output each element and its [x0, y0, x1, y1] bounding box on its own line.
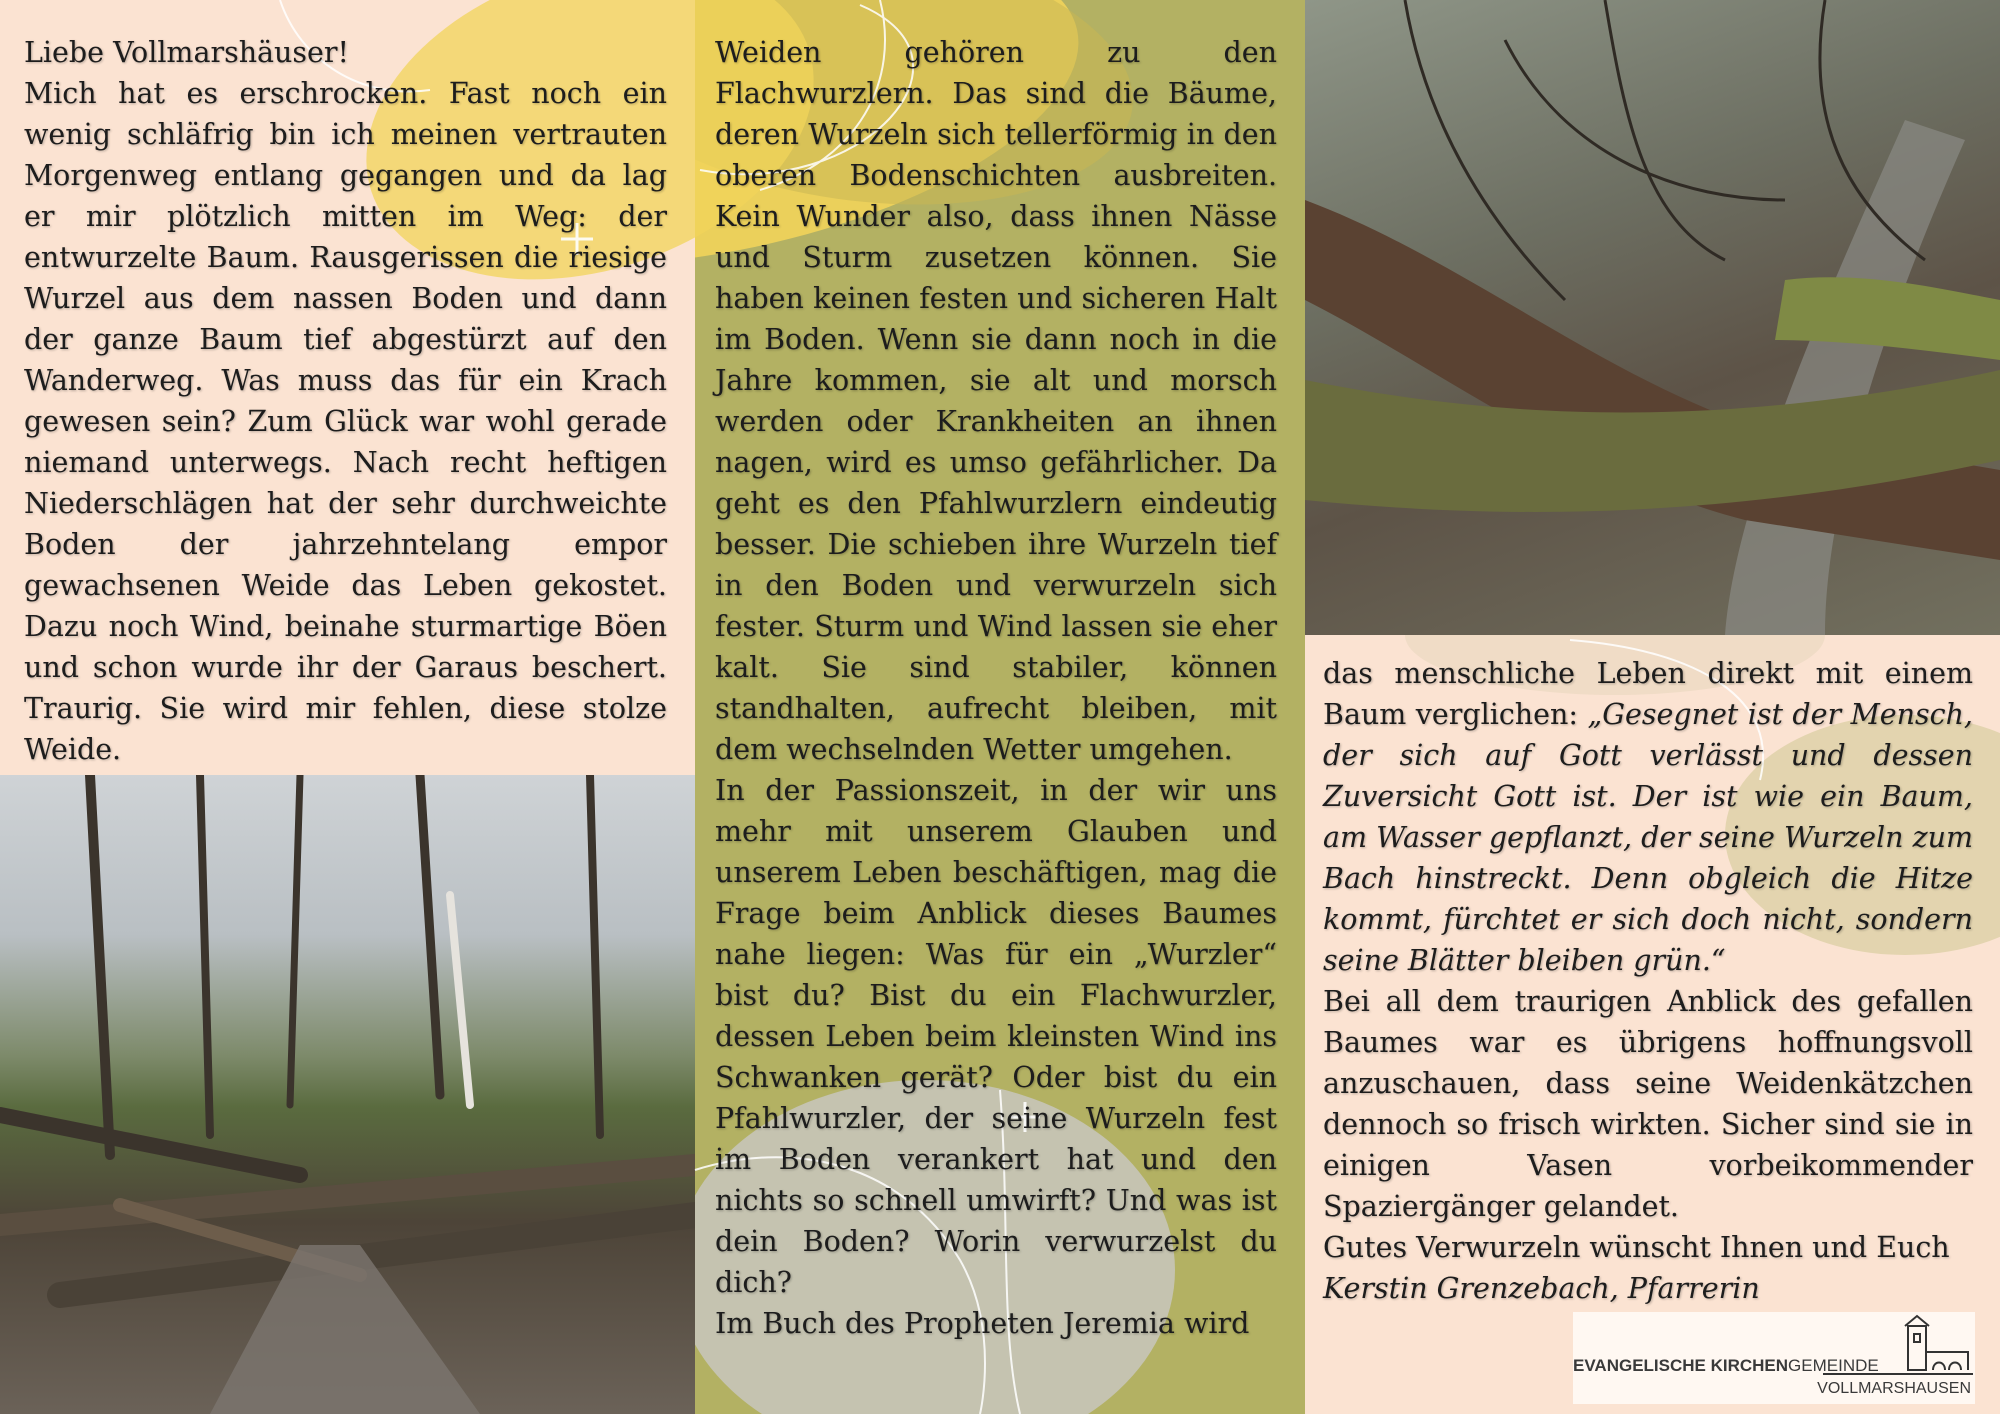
- right-column-text: [1323, 653, 1973, 1309]
- quote-paragraph: [1323, 653, 1973, 981]
- flachwurzler-paragraph: Weiden gehören zu den Flachwurzlern. Das sind die Bäume, deren Wurzeln sich tellerförmig in den oberen Bodenschichten ausbreiten. Kein Wunder also, dass ihnen Nässe und Sturm zusetzen können. Sie haben keinen festen und sicheren Halt im Boden. Wenn sie dann noch in die Jahre kommen, sie alt und morsch werden oder Krankheiten an ihnen nagen, wird es umso gefährlicher. Da geht es den Pfahlwurzlern eindeutig besser. Die schieben ihre Wurzeln tief in den Boden und verwurzeln sich fester. Sturm und Wind lassen sie eher kalt. Sie sind stabiler, können standhalten, aufrecht bleiben, mit dem wechselnden Wetter umgehen.: [715, 36, 1277, 766]
- bible-quote: „Gesegnet ist der Mensch, der sich auf Gott verlässt und dessen Zuversicht Gott ist. Der ist wie ein Baum, am Wasser gepflanzt, der seine Wurzeln zum Bach hinstreckt. Denn obgleich die Hitze kommt, fürchtet er sich doch nicht, sondern seine Blätter bleiben grün.“: [1323, 698, 1973, 977]
- fallen-tree-path-photo: [0, 775, 695, 1414]
- opening-paragraph: Mich hat es erschrocken. Fast noch ein wenig schläfrig bin ich meinen vertrauten Morgenweg entlang gegangen und da lag er mir plötzlich mitten im Weg: der entwurzelte Baum. Rausgerissen die riesige Wurzel aus dem nassen Boden und dann der ganze Baum tief abgestürzt auf den Wanderweg. Was muss das für ein Krach gewesen sein? Zum Glück war wohl gerade niemand unterwegs. Nach recht heftigen Niederschlägen hat der sehr durchweichte Boden der jahrzehntelang empor gewachsenen Weide das Leben gekostet. Dazu noch Wind, beinahe sturmartige Böen und schon wurde ihr der Garaus beschert. Traurig. Sie wird mir fehlen, diese stolze Weide.: [24, 77, 667, 766]
- church-logo: [1573, 1312, 1975, 1404]
- middle-column-text: [715, 32, 1277, 1344]
- signature: [1323, 1268, 1973, 1309]
- signature-name: Kerstin Grenzebach, Pfarrerin: [1323, 1272, 1760, 1305]
- passion-paragraph: In der Passionszeit, in der wir uns mehr mit unserem Glauben und unserem Leben beschäftigen, mag die Frage beim Anblick dieses Baumes nahe liegen: Was für ein „Wurzler“ bist du? Bist du ein Flachwurzler, dessen Leben beim kleinsten Wind ins Schwanken gerät? Oder bist du ein Pfahlwurzler, der seine Wurzeln fest im Boden verankert hat und den nichts so schnell umwirft? Und was ist dein Boden? Worin verwurzelst du dich?: [715, 774, 1277, 1299]
- hope-paragraph: Bei all dem traurigen Anblick des gefallen Baumes war es übrigens hoffnungsvoll anzuschauen, dass seine Weidenkätzchen dennoch so frisch wirkten. Sicher sind sie in einigen Vasen vorbeikommender Spaziergänger gelandet.: [1323, 985, 1973, 1223]
- letter-opening-text: [24, 32, 667, 770]
- logo-name: [1573, 1356, 1879, 1376]
- logo-place: VOLLMARSHAUSEN: [1817, 1380, 1971, 1397]
- logo-name-regular: GEMEINDE: [1788, 1356, 1879, 1375]
- logo-name-bold: EVANGELISCHE KIRCHEN: [1573, 1356, 1789, 1375]
- closing-line: Gutes Verwurzeln wünscht Ihnen und Euch: [1323, 1231, 1950, 1264]
- greeting: Liebe Vollmarshäuser!: [24, 36, 349, 69]
- quote-intro: das menschliche Leben direkt mit einem Baum verglichen:: [1323, 657, 1973, 731]
- jeremia-paragraph: Im Buch des Propheten Jeremia wird: [715, 1307, 1250, 1340]
- fallen-willow-trunk-photo: [1305, 0, 2000, 635]
